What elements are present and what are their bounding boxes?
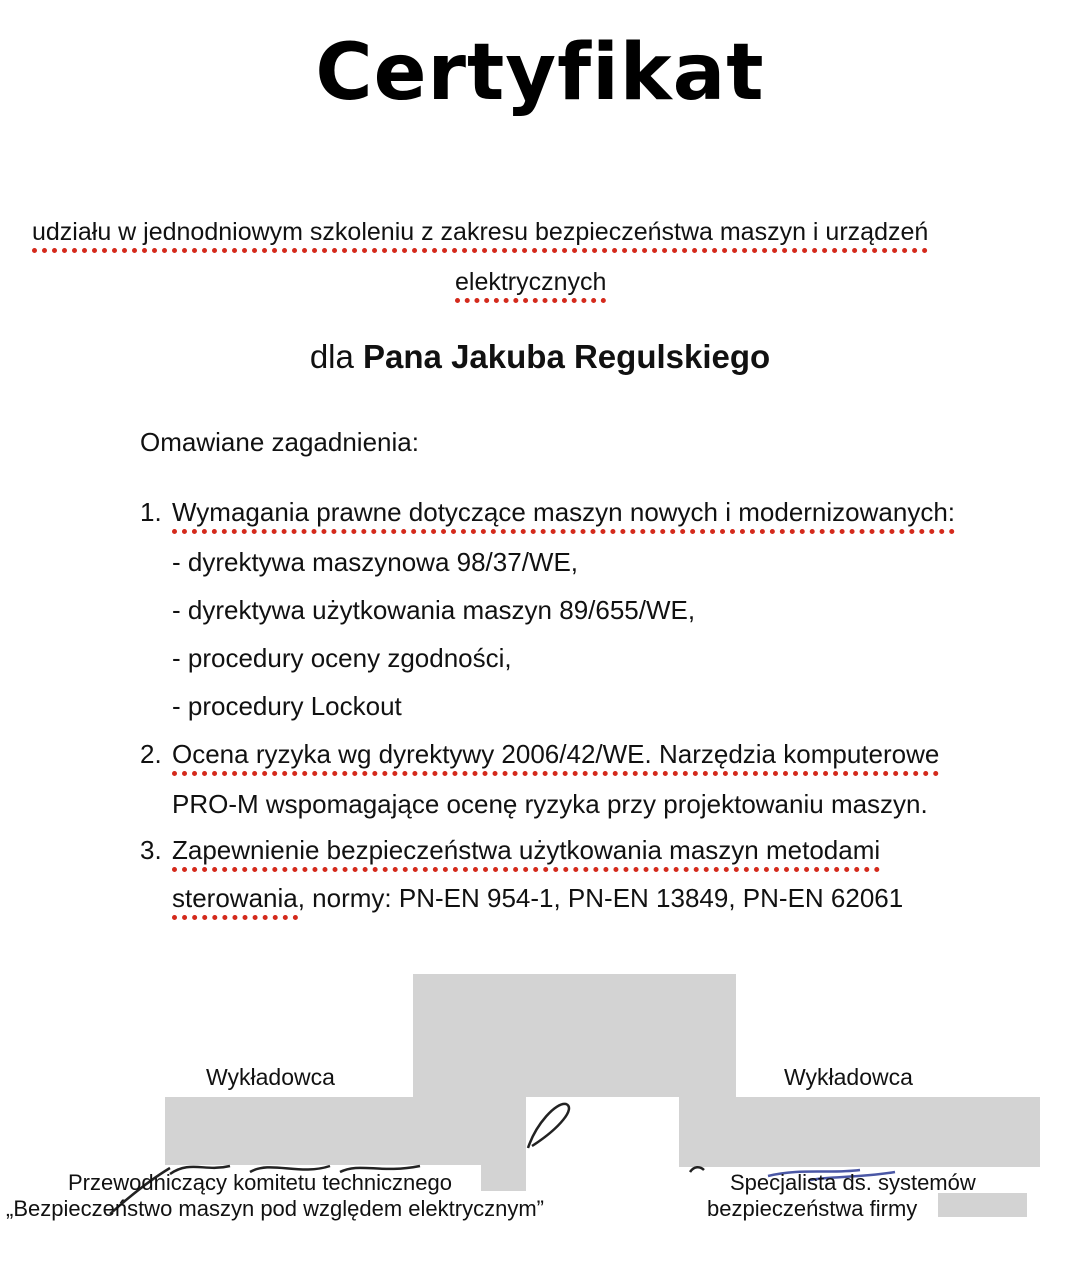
- topic-1-sub-item: - dyrektywa maszynowa 98/37/WE,: [172, 547, 579, 577]
- topic-2-number: 2.: [140, 739, 162, 769]
- certificate-title: Certyfikat: [315, 28, 765, 118]
- topic-3-line-2-first-word: sterowania: [172, 883, 298, 920]
- topic-3-line-1-text: Zapewnienie bezpieczeństwa użytkowania maszyn metodami: [172, 835, 880, 872]
- topic-3-line-2-rest: , normy: PN-EN 954-1, PN-EN 13849, PN-EN 62061: [297, 883, 904, 913]
- right-signature-label: Wykładowca: [784, 1064, 913, 1090]
- topic-3-number: 3.: [140, 835, 162, 865]
- right-signature-caption-line-1: Specjalista ds. systemów: [730, 1170, 976, 1195]
- left-signature-caption-line-2: „Bezpieczeństwo maszyn pod względem elektrycznym”: [6, 1196, 544, 1221]
- recipient-prefix: dla: [309, 338, 364, 375]
- topic-1-sub-item: - procedury Lockout: [172, 691, 402, 721]
- topic-1-title-text: Wymagania prawne dotyczące maszyn nowych i modernizowanych:: [172, 497, 955, 534]
- topic-2-line-2: PRO-M wspomagające ocenę ryzyka przy projektowaniu maszyn.: [172, 789, 928, 819]
- topic-1-number: 1.: [140, 497, 162, 527]
- topic-2-line-1-text: Ocena ryzyka wg dyrektywy 2006/42/WE. Narzędzia komputerowe: [172, 739, 939, 776]
- topic-1-sub-item: - procedury oceny zgodności,: [172, 643, 512, 673]
- intro-line-1-text: udziału w jednodniowym szkoleniu z zakresu bezpieczeństwa maszyn i urządzeń: [32, 218, 928, 253]
- topics-heading: Omawiane zagadnienia:: [140, 427, 419, 457]
- topic-1-sub-item: - dyrektywa użytkowania maszyn 89/655/WE,: [172, 595, 696, 625]
- recipient-name: Pana Jakuba Regulskiego: [363, 338, 771, 375]
- right-signature-caption-line-2: bezpieczeństwa firmy: [707, 1196, 918, 1221]
- left-signature-label: Wykładowca: [206, 1064, 335, 1090]
- left-signature-caption-line-1: Przewodniczący komitetu technicznego: [68, 1170, 452, 1195]
- intro-line-2-text: elektrycznych: [455, 268, 606, 303]
